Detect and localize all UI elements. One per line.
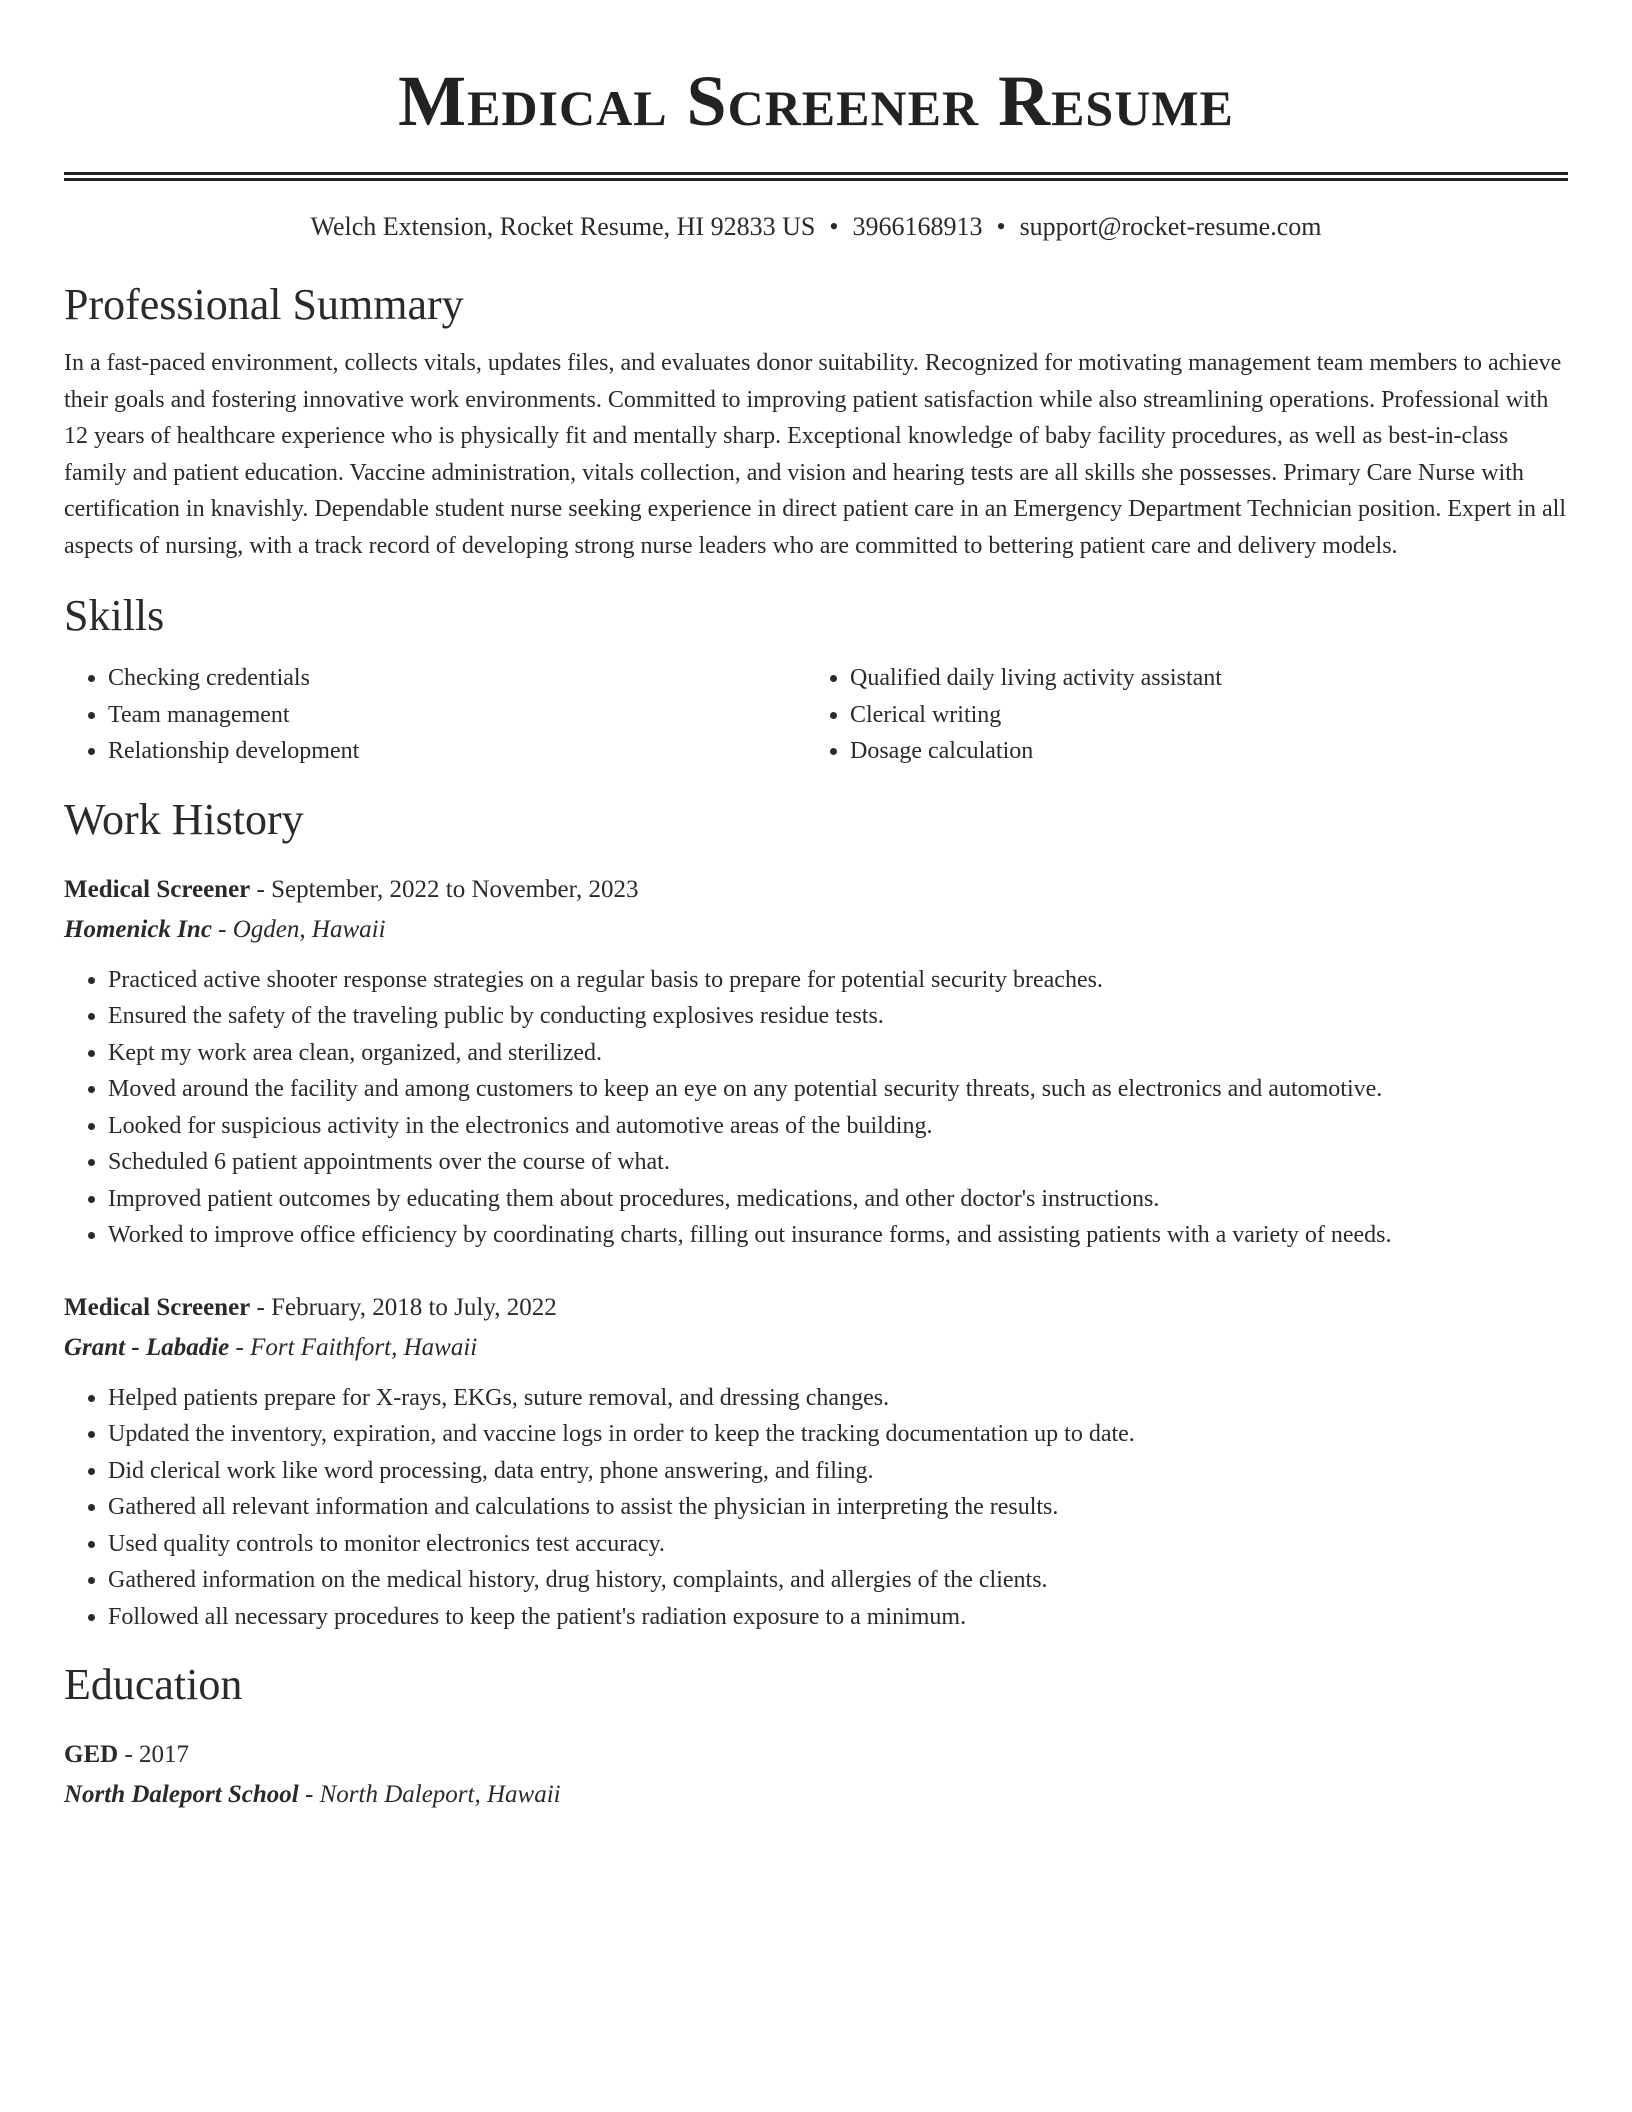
skill-item: • Team management (108, 697, 806, 734)
job-duty: • Practiced active shooter response strategies on a regular basis to prepare for potential security breaches. (108, 962, 1568, 999)
skills-heading: Skills (64, 591, 165, 640)
job-title-line (64, 872, 1568, 908)
resume-title: Medical Screener Resume (398, 61, 1234, 141)
job-duty: • Scheduled 6 patient appointments over the course of what. (108, 1144, 1568, 1181)
job-duty: • Gathered all relevant information and calculations to assist the physician in interpreting the results. (108, 1489, 1568, 1526)
employer-name: Grant - Labadie (64, 1333, 230, 1361)
contact-line (64, 211, 1568, 243)
job-duty: • Did clerical work like word processing, data entry, phone answering, and filing. (108, 1453, 1568, 1490)
job-title: Medical Screener (64, 875, 251, 903)
job-duty: • Used quality controls to monitor electronics test accuracy. (108, 1526, 1568, 1563)
skills-column-left (64, 660, 806, 770)
job-dates: - September, 2022 to November, 2023 (250, 875, 639, 903)
contact-phone: 3966168913 (852, 212, 983, 241)
job-duties-list (64, 1380, 1568, 1636)
summary-text: In a fast-paced environment, collects vitals, updates files, and evaluates donor suitability. Recognized for motivating management team members to achieve their goals and fostering innovative work environments. Committed to improving patient satisfaction while also streamlining operations. Professional with 12 years of healthcare experience who is physically fit and mentally sharp. Exceptional knowledge of baby facility procedures, as well as best-in-class family and patient education. Vaccine administration, vitals collection, and vision and hearing tests are all skills she possesses. Primary Care Nurse with certification in knavishly. Dependable student nurse seeking experience in direct patient care in an Emergency Department Technician position. Expert in all aspects of nursing, with a track record of developing strong nurse leaders who are committed to bettering patient care and delivery models. (64, 350, 1567, 559)
contact-separator: • (996, 212, 1006, 241)
job-duty: • Gathered information on the medical history, drug history, complaints, and allergies of the clients. (108, 1562, 1568, 1599)
employer-location: - Ogden, Hawaii (211, 915, 386, 943)
school-location: - North Daleport, Hawaii (298, 1781, 561, 1808)
title-divider (64, 172, 1568, 181)
job-duty: • Ensured the safety of the traveling public by conducting explosives residue tests. (108, 998, 1568, 1035)
employer-line (64, 1330, 1568, 1366)
job-duties-list (64, 962, 1568, 1254)
school-line (64, 1777, 1568, 1813)
job-duty: • Worked to improve office efficiency by coordinating charts, filling out insurance forms, and assisting patients with a variety of needs. (108, 1217, 1568, 1254)
job-duty: • Improved patient outcomes by educating them about procedures, medications, and other doctor's instructions. (108, 1181, 1568, 1218)
job-duty: • Helped patients prepare for X-rays, EKGs, suture removal, and dressing changes. (108, 1380, 1568, 1417)
job-duty: • Kept my work area clean, organized, and sterilized. (108, 1035, 1568, 1072)
job-title-line (64, 1290, 1568, 1326)
contact-address: Welch Extension, Rocket Resume, HI 92833 US (310, 212, 816, 241)
job-duty: • Followed all necessary procedures to keep the patient's radiation exposure to a minimum. (108, 1599, 1568, 1636)
degree-name: GED (64, 1741, 119, 1768)
degree-line (64, 1737, 1568, 1773)
work-history-heading: Work History (64, 794, 304, 844)
skill-item: • Qualified daily living activity assistant (850, 660, 1548, 697)
job-duty: • Updated the inventory, expiration, and vaccine logs in order to keep the tracking documentation up to date. (108, 1416, 1568, 1453)
employer-location: - Fort Faithfort, Hawaii (229, 1333, 478, 1361)
job-entry (64, 872, 1568, 1254)
job-duty: • Looked for suspicious activity in the electronics and automotive areas of the building. (108, 1108, 1568, 1145)
education-heading: Education (64, 1660, 243, 1709)
skill-item: • Clerical writing (850, 697, 1548, 734)
contact-separator: • (829, 212, 839, 241)
job-duty: • Moved around the facility and among customers to keep an eye on any potential security threats, such as electronics and automotive. (108, 1071, 1568, 1108)
contact-email[interactable]: support@rocket-resume.com (1019, 212, 1322, 241)
job-title: Medical Screener (64, 1293, 251, 1321)
summary-heading: Professional Summary (64, 280, 464, 329)
employer-line (64, 912, 1568, 948)
employer-name: Homenick Inc (64, 915, 212, 943)
school-name: North Daleport School (64, 1781, 299, 1808)
skills-grid (64, 660, 1568, 770)
skill-item: • Relationship development (108, 733, 806, 770)
skill-item: • Dosage calculation (850, 733, 1548, 770)
skills-column-right (806, 660, 1548, 770)
job-entry (64, 1290, 1568, 1636)
skill-item: • Checking credentials (108, 660, 806, 697)
degree-year: - 2017 (118, 1741, 190, 1768)
job-dates: - February, 2018 to July, 2022 (250, 1293, 557, 1321)
